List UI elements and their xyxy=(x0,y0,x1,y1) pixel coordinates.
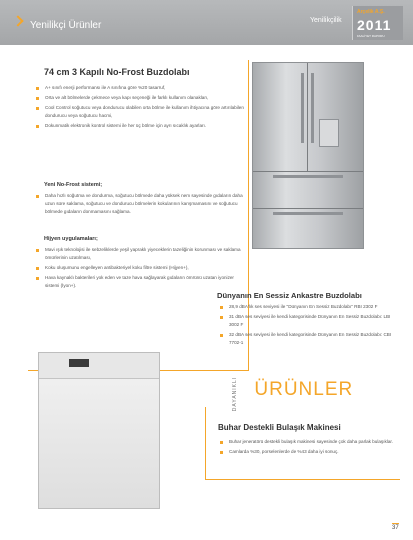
list-item: Koku oluşumunu engelleyen antibakteriyel koku filtre sistemi (Hijyen+), xyxy=(34,264,244,272)
dishwasher-image xyxy=(38,352,160,509)
quiet-fridge-title: Dünyanın En Sessiz Ankastre Buzdolabı xyxy=(217,291,362,300)
page-header xyxy=(0,0,413,45)
list-item: Daha hızlı soğutma ve dondurma, soğutucu bölmede daha yüksek nem sayesinde gıdaların daha uzun süre saklama, soğutucu ve dondurucu bölmelerin kokularının karışmamasını ve soğutucu bölmede gıdaların donmamasını sağlama. xyxy=(34,192,244,216)
products-banner-big: ÜRÜNLER xyxy=(254,379,354,400)
list-item: 32 dBA ses seviyesi ile kendi kategorisinde Dünyanın En Sessiz Buzdolabı: CBI 7702-1 xyxy=(218,331,398,347)
list-item: Buhar jeneratörü destekli bulaşık makinesi sayesinde çok daha parlak bulaşıklar. xyxy=(218,438,396,446)
list-item: 28,9 dBA'lık ses seviyesi ile "Dünyanın En Sessiz Buzdolabı" RBI 2302 F xyxy=(218,303,398,311)
logo-caption: FAALİYET RAPORU xyxy=(357,34,385,38)
list-item: Camlarda %30, porselenlerde de %43 daha iyi sonuç. xyxy=(218,448,396,456)
dishwasher-list xyxy=(218,438,396,458)
water-dispenser-icon xyxy=(319,119,339,147)
header-title: Yenilikçi Ürünler xyxy=(30,20,102,31)
fridge-feature-list xyxy=(34,84,244,132)
products-banner-small: DAYANIKLI xyxy=(232,376,239,412)
report-logo xyxy=(352,6,403,40)
header-section: Yenilikçilik xyxy=(310,17,342,24)
nofrost-subheading: Yeni No-Frost sistemi; xyxy=(44,182,103,188)
chevron-right-icon xyxy=(12,15,23,26)
quiet-fridge-list xyxy=(218,303,398,349)
display-icon xyxy=(69,359,89,367)
nofrost-list xyxy=(34,192,244,218)
fridge-article-title: 74 cm 3 Kapılı No-Frost Buzdolabı xyxy=(44,67,190,77)
dishwasher-title: Buhar Destekli Bulaşık Makinesi xyxy=(218,423,341,432)
list-item: A+ sınıfı enerji performansı ile A sınıfına göre %20 tasarruf, xyxy=(34,84,244,92)
logo-year: 2011 xyxy=(357,17,392,33)
list-item: Cool Control soğutucu veya dondurucu olabilen orta bölme ile kullanım ihtiyacına göre artırılabilen dondurucu veya soğutucu hacmi, xyxy=(34,104,244,120)
hygiene-subheading: Hijyen uygulamaları; xyxy=(44,236,98,242)
logo-company: Arçelik A.Ş. xyxy=(357,9,385,15)
products-banner xyxy=(218,376,354,412)
list-item: Orta ve alt bölmelerde çekmece veya kapı seçeneği ile farklı kullanım olanakları, xyxy=(34,94,244,102)
hygiene-list xyxy=(34,246,244,292)
list-item: Hava kaynaklı bakterileri yok eden ve taze hava sağlayarak gıdaların ömrünü uzatan iyonizer sistemi (İyon+). xyxy=(34,274,244,290)
fridge-image xyxy=(252,62,364,249)
page-number: 37 xyxy=(392,525,399,531)
list-item: Mavi ışık teknolojisi ile sebzeliklerde yeşil yapraklı yiyeceklerin tazeliğinin korunması ve saklama ömürlerinin uzatılması, xyxy=(34,246,244,262)
list-item: 31 dBA ses seviyesi ile kendi kategorisinde Dünyanın En Sessiz Buzdolabı: LBI 3002 F xyxy=(218,313,398,329)
list-item: Dokunmatik elektronik kontrol sistemi ile her üç bölme için ayrı sıcaklık ayarları. xyxy=(34,122,244,130)
